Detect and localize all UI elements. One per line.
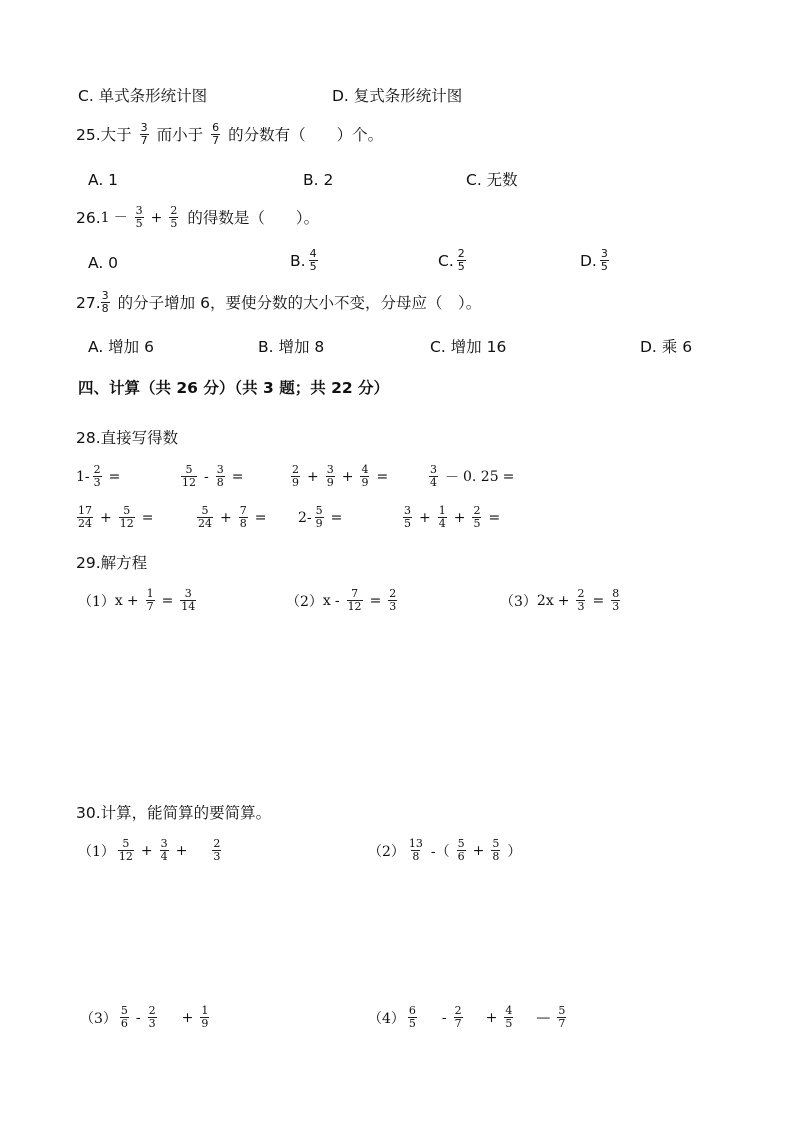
operator: + <box>557 592 570 609</box>
option-fraction <box>309 248 318 273</box>
fraction <box>576 588 585 613</box>
q25-stem <box>76 122 383 147</box>
item-label: （3） <box>500 593 537 610</box>
numerator: 3 <box>600 247 608 260</box>
operator: + <box>307 468 319 485</box>
q30-expression-3 <box>80 1005 212 1030</box>
operator: － <box>445 469 459 486</box>
q29-equation-2 <box>286 588 400 613</box>
denominator: 8 <box>492 850 500 863</box>
denominator: 5 <box>473 517 481 530</box>
option-letter: B. <box>290 251 306 270</box>
q25-option-c: C. 无数 <box>466 171 518 189</box>
equals-sign: = <box>254 509 267 526</box>
term: 1- <box>76 468 90 485</box>
fraction <box>360 464 369 489</box>
numerator: 5 <box>185 463 193 476</box>
denominator: 24 <box>78 517 92 530</box>
denominator: 3 <box>577 600 585 613</box>
numerator: 2 <box>213 837 221 850</box>
denominator: 4 <box>160 850 168 863</box>
operator: + <box>485 1009 498 1026</box>
numerator: 5 <box>201 504 209 517</box>
numerator: 13 <box>408 837 423 850</box>
fraction <box>148 1005 157 1030</box>
denominator: 3 <box>148 1017 156 1030</box>
option-fraction <box>600 248 609 273</box>
q27-prefix: 27. <box>76 293 101 312</box>
q28-r1-expr2 <box>178 464 247 489</box>
minus-sign: － <box>113 209 128 226</box>
operator: - <box>441 1009 447 1026</box>
q30-expression-1 <box>78 838 224 863</box>
equals-sign: = <box>330 509 343 526</box>
operator: - <box>135 1009 141 1026</box>
close-paren: ） <box>507 843 522 860</box>
operator: + <box>181 1009 194 1026</box>
denominator: 9 <box>292 476 299 489</box>
numerator: 4 <box>361 463 369 476</box>
equals-sign: = <box>376 468 389 485</box>
denominator: 4 <box>438 517 446 530</box>
denominator: 12 <box>119 517 134 530</box>
numerator: 5 <box>123 504 131 517</box>
denominator: 7 <box>146 600 154 613</box>
numerator: 3 <box>101 289 109 302</box>
q25-fraction-1 <box>140 122 149 147</box>
numerator: 7 <box>351 587 359 600</box>
item-label: （1） <box>78 593 115 610</box>
fraction <box>180 588 196 613</box>
option-fraction <box>457 248 466 273</box>
denominator: 5 <box>309 260 317 273</box>
numerator: 1 <box>201 1004 209 1017</box>
numerator: 2 <box>457 247 465 260</box>
q26-one: 1 <box>100 209 110 226</box>
q27-option-d: D. 乘 6 <box>640 338 693 356</box>
numerator: 2 <box>389 587 397 600</box>
denominator: 3 <box>213 850 221 863</box>
item-label: （4） <box>368 1010 405 1027</box>
denominator: 5 <box>170 217 178 230</box>
variable: 2x <box>536 592 554 609</box>
fraction <box>557 1005 566 1030</box>
fraction <box>491 838 500 863</box>
denominator: 3 <box>612 600 620 613</box>
fraction <box>120 1005 129 1030</box>
q27-suffix: 的分子增加 6，要使分数的大小不变，分母应（ ）。 <box>117 293 482 312</box>
fraction <box>388 588 397 613</box>
fraction <box>438 505 447 530</box>
numerator: 2 <box>454 1004 462 1017</box>
equals-sign: = <box>488 509 501 526</box>
fraction <box>77 505 93 530</box>
fraction <box>119 505 135 530</box>
numerator: 3 <box>135 204 143 217</box>
q29-equation-1 <box>78 588 199 613</box>
fraction <box>93 464 102 489</box>
fraction <box>160 838 169 863</box>
denominator: 7 <box>454 1017 462 1030</box>
q24-option-c: C. 单式条形统计图 <box>78 87 208 105</box>
numerator: 6 <box>212 121 220 134</box>
item-label: （2） <box>368 843 405 860</box>
term: 2- <box>298 509 312 526</box>
q30-expression-2 <box>368 838 525 863</box>
q28-r1-expr3 <box>288 464 392 489</box>
option-letter: C. <box>438 251 454 270</box>
numerator: 2 <box>473 504 481 517</box>
operator: + <box>341 468 354 485</box>
numerator: 2 <box>93 463 101 476</box>
item-label: （1） <box>78 843 115 860</box>
q27-option-b: B. 增加 8 <box>258 338 325 356</box>
numerator: 3 <box>160 837 168 850</box>
numerator: 2 <box>148 1004 156 1017</box>
q25-fraction-2 <box>211 122 220 147</box>
q26-stem <box>76 205 319 230</box>
denominator: 7 <box>212 134 220 147</box>
fraction <box>118 838 134 863</box>
fraction <box>216 464 225 489</box>
denominator: 6 <box>120 1017 128 1030</box>
numerator: 3 <box>216 463 224 476</box>
denominator: 9 <box>315 517 323 530</box>
operator: -（ <box>430 843 450 860</box>
q26-fraction-1 <box>135 205 144 230</box>
fraction <box>611 588 620 613</box>
equals-sign: = <box>141 509 154 526</box>
q26-option-c <box>438 248 469 273</box>
numerator: 3 <box>326 463 334 476</box>
numerator: 4 <box>309 247 317 260</box>
denominator: 14 <box>181 600 196 613</box>
section-heading: 四、计算（共 26 分）（共 3 题；共 22 分） <box>78 379 390 397</box>
fraction <box>146 588 155 613</box>
item-label: （2） <box>286 593 323 610</box>
q28-r2-expr1 <box>74 505 157 530</box>
equals-sign: = <box>592 592 605 609</box>
fraction <box>181 464 197 489</box>
numerator: 1 <box>438 504 446 517</box>
denominator: 3 <box>389 600 397 613</box>
denominator: 24 <box>198 517 212 530</box>
q25-suffix: 的分数有（ ）个。 <box>228 125 384 144</box>
numerator: 6 <box>408 1004 416 1017</box>
equals-sign: = <box>369 592 382 609</box>
fraction <box>315 505 324 530</box>
q25-option-a: A. 1 <box>88 171 119 189</box>
q27-stem <box>76 290 481 315</box>
operator: + <box>453 509 466 526</box>
q25-option-b: B. 2 <box>303 171 334 189</box>
fraction <box>291 464 300 489</box>
numerator: 5 <box>120 1004 128 1017</box>
q30-expression-4 <box>368 1005 569 1030</box>
fraction <box>504 1005 513 1030</box>
numerator: 5 <box>558 1004 566 1017</box>
fraction <box>408 838 424 863</box>
q26-option-a: A. 0 <box>88 254 119 272</box>
option-letter: D. <box>580 251 597 270</box>
fraction <box>454 1005 463 1030</box>
numerator: 3 <box>404 504 411 517</box>
numerator: 4 <box>505 1004 513 1017</box>
numerator: 5 <box>492 837 500 850</box>
denominator: 4 <box>430 476 437 489</box>
denominator: 5 <box>135 217 143 230</box>
numerator: 5 <box>457 837 465 850</box>
denominator: 3 <box>93 476 101 489</box>
q26-prefix: 26. <box>76 208 101 227</box>
fraction <box>347 588 363 613</box>
q28-title: 28.直接写得数 <box>76 429 179 447</box>
q26-option-d <box>580 248 612 273</box>
denominator: 9 <box>326 476 334 489</box>
denominator: 7 <box>558 1017 566 1030</box>
q24-option-d: D. 复式条形统计图 <box>332 87 463 105</box>
denominator: 5 <box>408 1017 416 1030</box>
equals-sign: = <box>161 592 174 609</box>
numerator: 2 <box>577 587 585 600</box>
fraction <box>403 505 412 530</box>
operator: + <box>175 842 188 859</box>
q28-r2-expr2 <box>194 505 270 530</box>
q28-r2-expr3 <box>298 505 346 530</box>
q27-fraction <box>101 290 110 315</box>
operator: + <box>220 509 232 526</box>
q26-fraction-2 <box>169 205 178 230</box>
operator: + <box>472 842 485 859</box>
denominator: 8 <box>239 517 247 530</box>
numerator: 3 <box>430 463 437 476</box>
denominator: 8 <box>101 302 109 315</box>
q26-suffix: 的得数是（ ）。 <box>187 208 320 227</box>
fraction <box>212 838 221 863</box>
operator: + <box>126 592 139 609</box>
q28-r1-expr4 <box>426 464 518 489</box>
q28-r2-expr4 <box>400 505 504 530</box>
equals-sign: = <box>502 468 515 485</box>
q26-expression <box>101 205 182 230</box>
plus-sign: + <box>150 209 163 226</box>
operator: - <box>334 592 340 609</box>
q26-option-b <box>290 248 321 273</box>
q27-option-c: C. 增加 16 <box>430 338 507 356</box>
numerator: 5 <box>122 837 130 850</box>
numerator: 3 <box>184 587 192 600</box>
q25-middle: 而小于 <box>156 125 204 144</box>
operator: - <box>204 468 209 485</box>
denominator: 6 <box>457 850 465 863</box>
numerator: 17 <box>78 504 92 517</box>
numerator: 7 <box>239 504 247 517</box>
operator: — <box>536 1009 551 1026</box>
fraction <box>429 464 438 489</box>
equals-sign: = <box>108 468 121 485</box>
fraction <box>200 1005 209 1030</box>
operator: + <box>140 842 153 859</box>
numerator: 2 <box>292 463 299 476</box>
operator: + <box>419 509 431 526</box>
denominator: 5 <box>505 1017 513 1030</box>
numerator: 5 <box>315 504 323 517</box>
term: 0. 25 <box>463 468 499 485</box>
numerator: 3 <box>140 121 148 134</box>
fraction <box>457 838 466 863</box>
denominator: 7 <box>140 134 148 147</box>
denominator: 8 <box>412 850 420 863</box>
variable: x <box>322 592 331 609</box>
denominator: 12 <box>118 850 133 863</box>
denominator: 5 <box>457 260 465 273</box>
denominator: 9 <box>361 476 369 489</box>
q27-option-a: A. 增加 6 <box>88 338 154 356</box>
operator: + <box>100 509 112 526</box>
denominator: 12 <box>347 600 362 613</box>
equals-sign: = <box>231 468 244 485</box>
fraction <box>197 505 213 530</box>
denominator: 9 <box>201 1017 209 1030</box>
denominator: 5 <box>600 260 608 273</box>
fraction <box>239 505 248 530</box>
fraction <box>472 505 481 530</box>
fraction <box>326 464 335 489</box>
denominator: 8 <box>216 476 224 489</box>
q30-title: 30.计算，能简算的要简算。 <box>76 804 272 822</box>
denominator: 12 <box>182 476 196 489</box>
q29-title: 29.解方程 <box>76 554 148 572</box>
numerator: 8 <box>612 587 620 600</box>
numerator: 1 <box>146 587 154 600</box>
fraction <box>408 1005 417 1030</box>
variable: x <box>114 592 123 609</box>
q28-r1-expr1 <box>76 464 124 489</box>
numerator: 2 <box>170 204 178 217</box>
denominator: 5 <box>404 517 411 530</box>
item-label: （3） <box>80 1010 117 1027</box>
q25-prefix: 25.大于 <box>76 125 132 144</box>
q29-equation-3 <box>500 588 623 613</box>
